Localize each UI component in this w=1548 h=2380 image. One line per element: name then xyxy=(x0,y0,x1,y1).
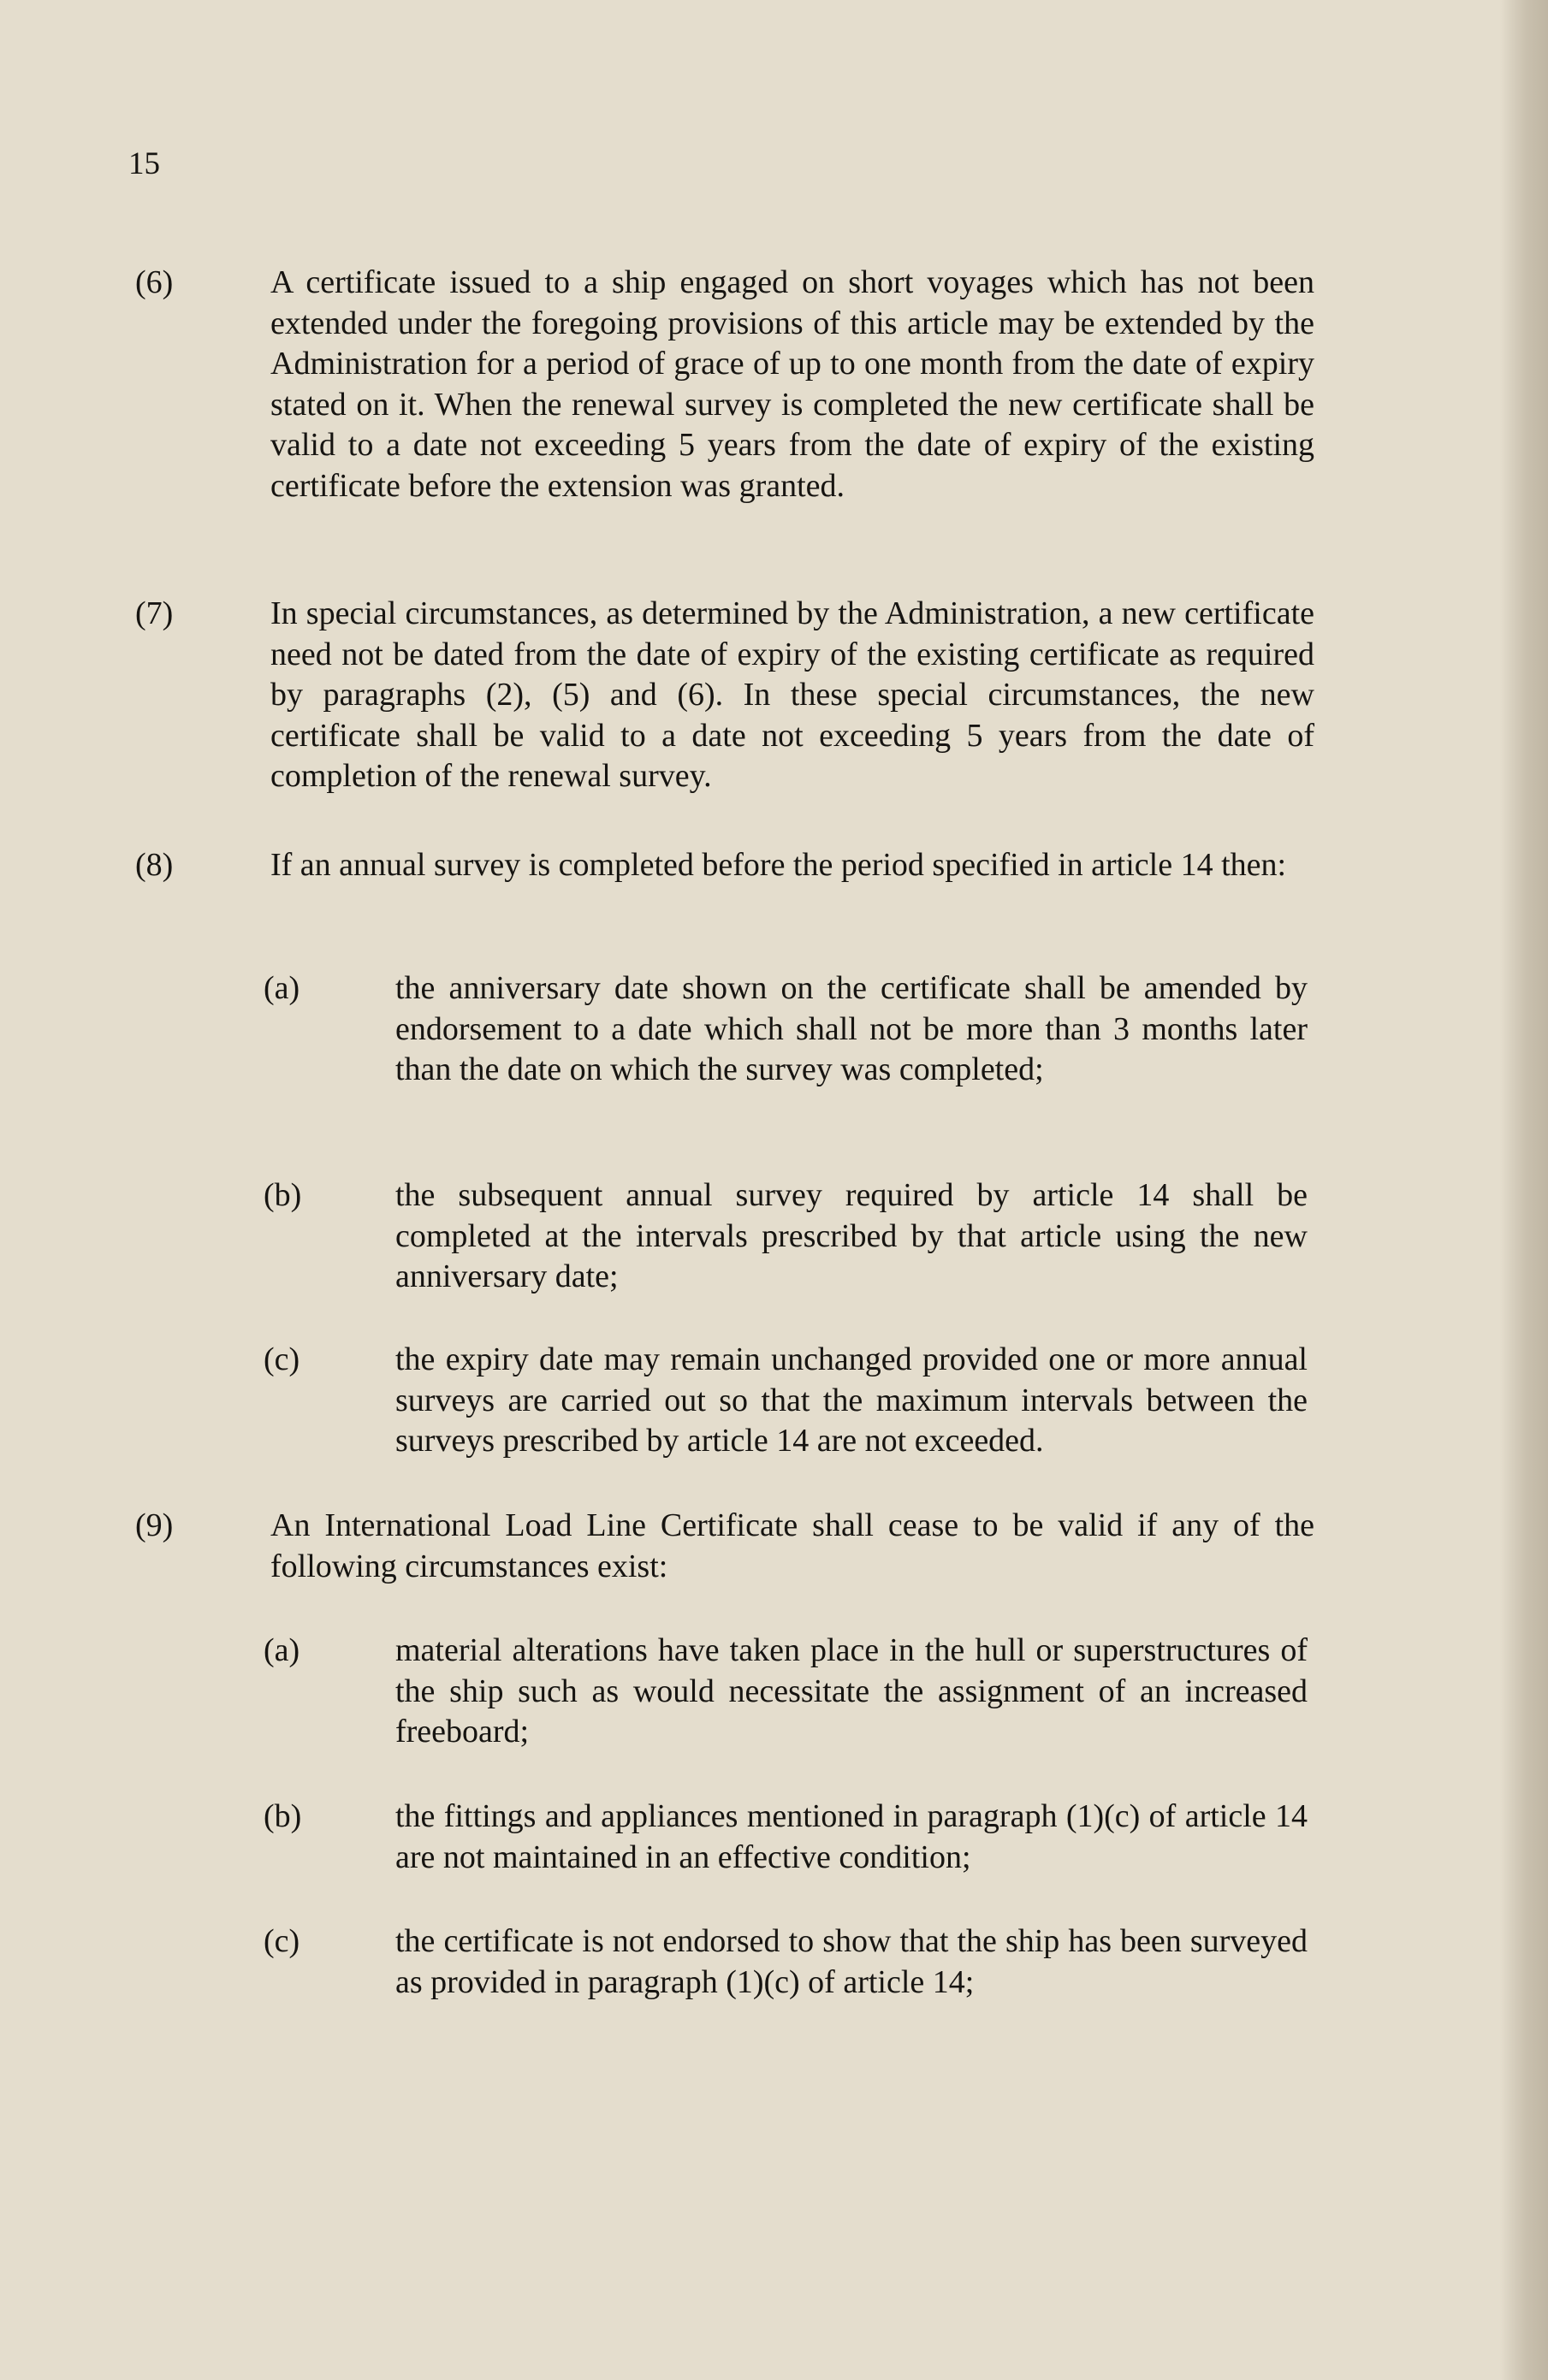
item-8b-label: (b) xyxy=(264,1177,302,1213)
binding-edge-shadow xyxy=(1500,0,1548,2380)
item-9b-label: (b) xyxy=(264,1798,302,1834)
item-8c-text: the expiry date may remain unchanged provided one or more annual surveys are carried out so that the maximum intervals between the surveys prescribed by article 14 are not exceeded. xyxy=(395,1341,1308,1459)
item-9c-text: the certificate is not endorsed to show that the ship has been surveyed as provided in paragraph (1)(c) of article 14; xyxy=(395,1923,1308,2000)
paragraph-number-7: (7) xyxy=(135,595,174,631)
item-9a-label: (a) xyxy=(264,1632,300,1668)
paragraph-number-6: (6) xyxy=(135,264,174,300)
paragraph-7-text: In special circumstances, as determined by the Administration, a new certificate need not be dated from the date of expiry of the existing certificate as required by paragraphs (2), (5) and (6). In these special circumstances, the new certificate shall be valid to a date not exceeding 5 years from the date of completion of the renewal survey. xyxy=(270,595,1314,795)
paragraph-8-text: If an annual survey is completed before the period specified in article 14 then: xyxy=(270,847,1287,883)
paragraph-number-8: (8) xyxy=(135,847,174,883)
paragraph-9-text: An International Load Line Certificate shall cease to be valid if any of the following circumstances exist: xyxy=(270,1507,1314,1584)
item-8a-text: the anniversary date shown on the certificate shall be amended by endorsement to a date which shall not be more than 3 months later than the date on which the survey was completed; xyxy=(395,970,1308,1088)
paragraph-number-9: (9) xyxy=(135,1507,174,1543)
item-8c-label: (c) xyxy=(264,1341,300,1377)
item-8a-label: (a) xyxy=(264,970,300,1006)
item-8b-text: the subsequent annual survey required by article 14 shall be completed at the intervals prescribed by that article using the new anniversary date; xyxy=(395,1177,1308,1295)
item-9b-text: the fittings and appliances mentioned in paragraph (1)(c) of article 14 are not maintained in an effective condition; xyxy=(395,1798,1308,1875)
paragraph-6-text: A certificate issued to a ship engaged on short voyages which has not been extended under the foregoing provisions of this article may be extended by the Administration for a period of grace of up to one month from the date of expiry stated on it. When the renewal survey is completed the new certificate shall be valid to a date not exceeding 5 years from the date of expiry of the existing certificate before the extension was granted. xyxy=(270,264,1314,504)
item-9c-label: (c) xyxy=(264,1923,300,1959)
item-9a-text: material alterations have taken place in the hull or superstructures of the ship such as would necessitate the assignment of an increased freeboard; xyxy=(395,1632,1308,1750)
page-number: 15 xyxy=(128,146,160,181)
